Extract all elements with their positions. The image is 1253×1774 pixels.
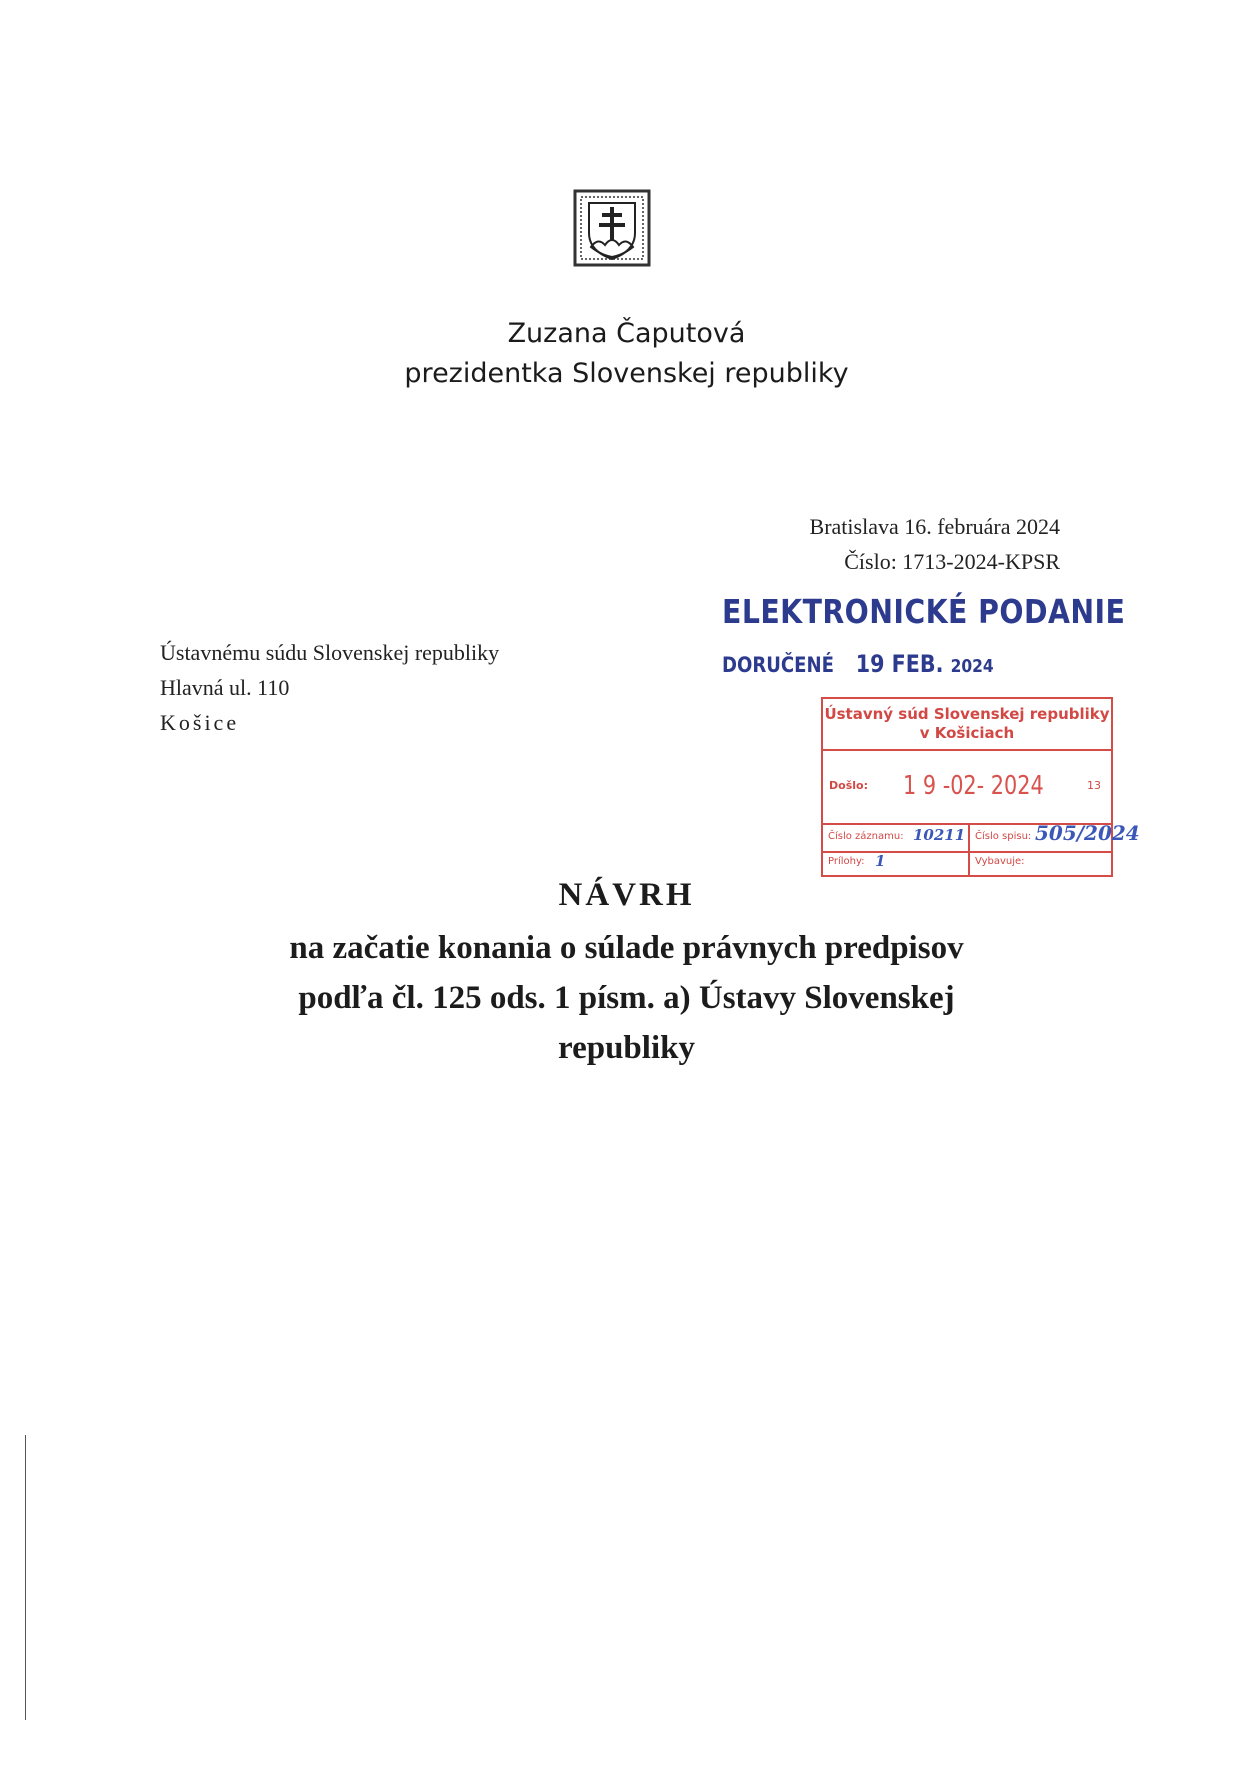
record-number-value: 10211 [913,826,966,844]
document-subtitle-line1: na začatie konania o súlade právnych predpisov [289,930,964,966]
received-label: Došlo: [829,779,868,792]
attachments-value: 1 [875,852,886,870]
court-stamp-divider [968,823,970,875]
author-name: Zuzana Čaputová [507,318,746,349]
file-number-label: Číslo spisu: [975,831,1032,842]
court-stamp-received-row [823,751,1111,825]
court-stamp-header [823,699,1111,751]
scan-margin-line [25,1435,26,1720]
court-stamp-header-line1: Ústavný súd Slovenskej republiky [824,705,1110,723]
record-number-label: Číslo záznamu: [828,831,904,842]
received-date: 1 9 -02- 2024 [903,771,1044,801]
court-stamp-numbers-row [823,821,1140,853]
court-registry-stamp [821,697,1140,877]
document-subtitle-line2: podľa čl. 125 ods. 1 písm. a) Ústavy Slovenskej [298,980,955,1016]
place-and-date: Bratislava 16. februára 2024 [809,514,1060,539]
reference-number: Číslo: 1713-2024-KPSR [844,549,1060,574]
court-stamp-attachments-row [823,851,1111,875]
received-mark: 13 [1087,779,1101,792]
attachments-label: Prílohy: [828,856,865,867]
court-stamp-header-line2: v Košiciach [919,724,1015,742]
electronic-submission-stamp-delivered [722,650,994,678]
electronic-submission-stamp-title: ELEKTRONICKÉ PODANIE [722,592,1126,631]
document-title: NÁVRH [558,877,695,913]
recipient-city: Košice [160,710,240,735]
delivered-year: 2024 [950,656,994,677]
delivered-label: DORUČENÉ [722,653,834,677]
slovak-coat-of-arms-icon [573,189,651,267]
recipient-street: Hlavná ul. 110 [160,675,290,700]
recipient-name: Ústavnému súdu Slovenskej republiky [160,640,500,665]
author-title: prezidentka Slovenskej republiky [404,358,849,389]
file-number-value: 505/2024 [1035,821,1140,845]
document-subtitle-line3: republiky [558,1030,695,1066]
handled-by-label: Vybavuje: [975,856,1025,867]
delivered-day-month: 19 FEB. [855,650,944,678]
